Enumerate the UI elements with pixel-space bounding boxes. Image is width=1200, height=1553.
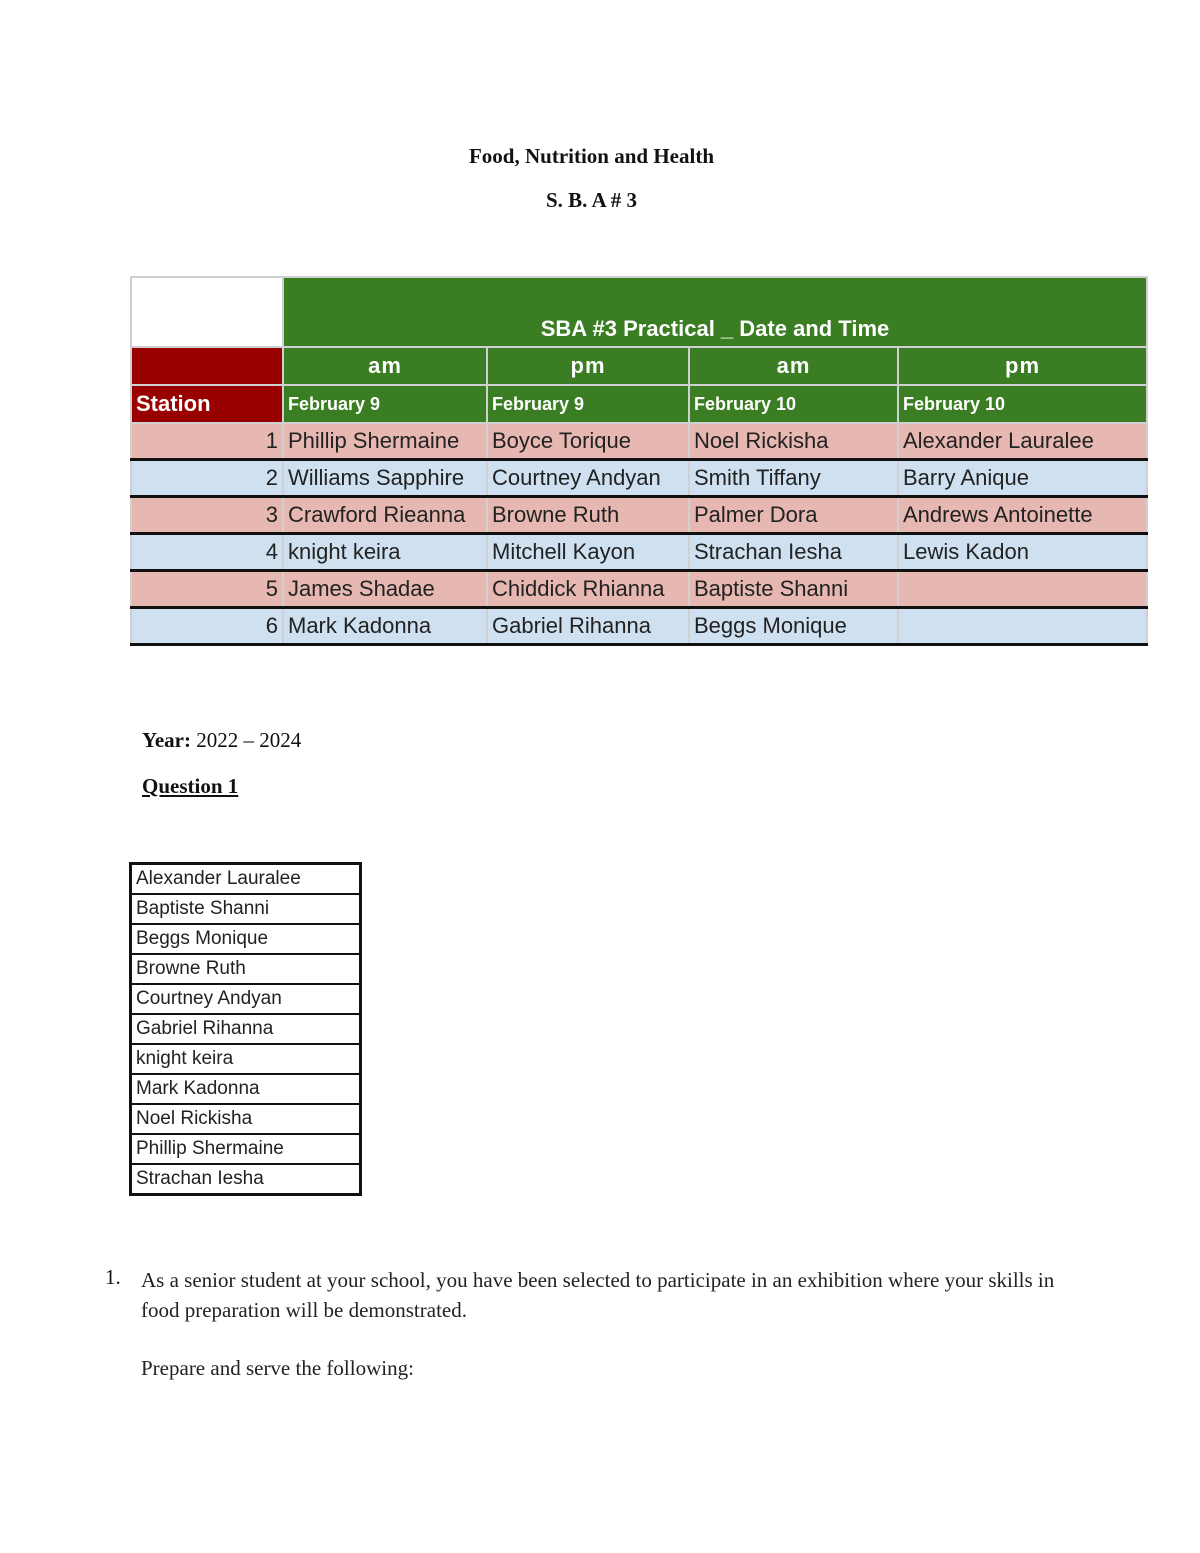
station-number: 3 xyxy=(131,497,283,534)
student-cell xyxy=(898,571,1147,608)
list-item xyxy=(131,1044,361,1074)
student-cell: Mark Kadonna xyxy=(283,608,487,645)
year-label: Year: xyxy=(142,728,191,752)
student-cell: Palmer Dora xyxy=(689,497,898,534)
year-value: 2022 – 2024 xyxy=(196,728,302,752)
name-cell: Beggs Monique xyxy=(131,924,361,954)
student-cell: Smith Tiffany xyxy=(689,460,898,497)
name-cell: Gabriel Rihanna xyxy=(131,1014,361,1044)
table-row xyxy=(131,423,1147,460)
schedule-title: SBA #3 Practical _ Date and Time xyxy=(283,277,1147,347)
name-cell: Strachan Iesha xyxy=(131,1164,361,1195)
name-cell: Noel Rickisha xyxy=(131,1104,361,1134)
student-cell: Strachan Iesha xyxy=(689,534,898,571)
session-date: February 10 xyxy=(689,385,898,423)
list-item xyxy=(131,924,361,954)
session-date: February 9 xyxy=(283,385,487,423)
student-cell: Courtney Andyan xyxy=(487,460,689,497)
list-item xyxy=(131,954,361,984)
question-paragraph: As a senior student at your school, you have been selected to participate in an exhibition where your skills in food preparation will be demonstrated. xyxy=(141,1268,1055,1322)
session-period: am xyxy=(283,347,487,385)
list-item xyxy=(131,1164,361,1195)
student-cell: Baptiste Shanni xyxy=(689,571,898,608)
table-row xyxy=(131,460,1147,497)
session-date: February 9 xyxy=(487,385,689,423)
student-cell: Crawford Rieanna xyxy=(283,497,487,534)
schedule-corner-cell xyxy=(131,277,283,347)
session-period: pm xyxy=(487,347,689,385)
name-cell: Browne Ruth xyxy=(131,954,361,984)
station-number: 5 xyxy=(131,571,283,608)
name-cell: Baptiste Shanni xyxy=(131,894,361,924)
question-heading: Question 1 xyxy=(142,774,239,798)
station-number: 6 xyxy=(131,608,283,645)
name-list-table xyxy=(129,862,362,1196)
document-subtitle: S. B. A # 3 xyxy=(545,188,638,212)
student-cell: knight keira xyxy=(283,534,487,571)
student-cell: Boyce Torique xyxy=(487,423,689,460)
student-cell: Noel Rickisha xyxy=(689,423,898,460)
name-cell: Courtney Andyan xyxy=(131,984,361,1014)
student-cell: Barry Anique xyxy=(898,460,1147,497)
student-cell: Andrews Antoinette xyxy=(898,497,1147,534)
list-item xyxy=(131,864,361,895)
student-cell: Williams Sapphire xyxy=(283,460,487,497)
station-number: 1 xyxy=(131,423,283,460)
student-cell: Lewis Kadon xyxy=(898,534,1147,571)
name-cell: Phillip Shermaine xyxy=(131,1134,361,1164)
name-cell: knight keira xyxy=(131,1044,361,1074)
student-cell: Gabriel Rihanna xyxy=(487,608,689,645)
station-number: 2 xyxy=(131,460,283,497)
list-item xyxy=(131,894,361,924)
table-row xyxy=(131,608,1147,645)
document-title: Food, Nutrition and Health xyxy=(468,144,715,168)
student-cell: Phillip Shermaine xyxy=(283,423,487,460)
station-number: 4 xyxy=(131,534,283,571)
name-cell: Mark Kadonna xyxy=(131,1074,361,1104)
list-item xyxy=(131,1104,361,1134)
student-cell: Mitchell Kayon xyxy=(487,534,689,571)
table-row xyxy=(131,534,1147,571)
student-cell xyxy=(898,608,1147,645)
instruction-paragraph: Prepare and serve the following: xyxy=(141,1356,414,1380)
table-row xyxy=(131,497,1147,534)
schedule-corner-maroon xyxy=(131,347,283,385)
session-period: pm xyxy=(898,347,1147,385)
list-item xyxy=(131,1014,361,1044)
student-cell: James Shadae xyxy=(283,571,487,608)
session-period: am xyxy=(689,347,898,385)
table-row xyxy=(131,571,1147,608)
schedule-table xyxy=(130,276,1148,646)
year-line xyxy=(142,728,301,753)
list-item xyxy=(131,1074,361,1104)
list-item xyxy=(131,984,361,1014)
student-cell: Chiddick Rhianna xyxy=(487,571,689,608)
student-cell: Browne Ruth xyxy=(487,497,689,534)
item-number: 1. xyxy=(105,1265,121,1289)
list-item xyxy=(131,1134,361,1164)
name-cell: Alexander Lauralee xyxy=(131,864,361,895)
student-cell: Beggs Monique xyxy=(689,608,898,645)
session-date: February 10 xyxy=(898,385,1147,423)
station-header: Station xyxy=(131,385,283,423)
student-cell: Alexander Lauralee xyxy=(898,423,1147,460)
